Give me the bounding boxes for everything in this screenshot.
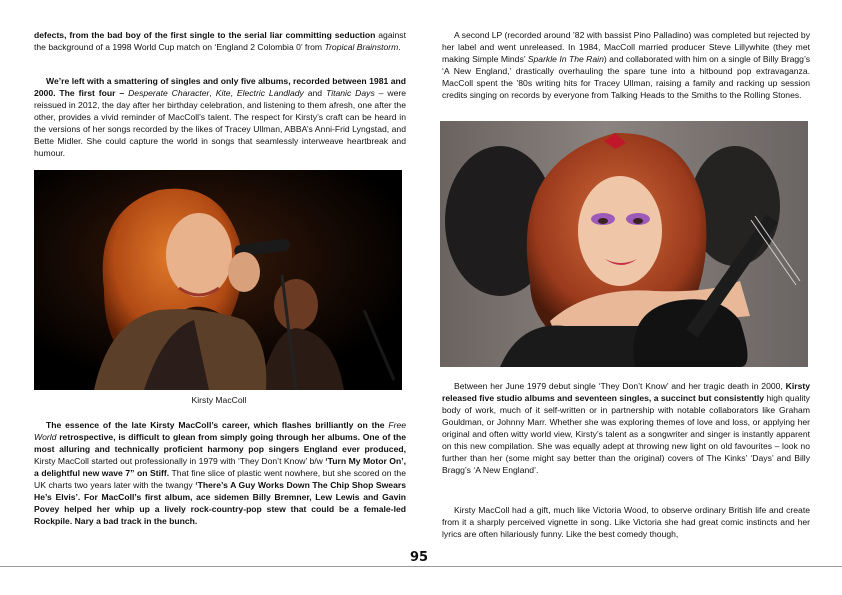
text-run: . <box>398 42 401 52</box>
page-number: 95 <box>409 550 429 565</box>
text-run: , <box>230 88 237 98</box>
text-run: against the background of a 1998 World Cup match on ‘England 2 Colombia 0’ from <box>34 30 406 52</box>
text-run: A second LP (recorded around ’82 with bassist Pino Palladino) was completed but rejected by her label and went unreleased. In 1984, MacColl married producer Steve Lillywhite (they met making Simple Minds’ <box>442 30 810 64</box>
album-title: Sparkle In The Rain <box>527 54 604 64</box>
right-paragraph-1 <box>442 29 810 101</box>
text-run: That fine slice of plastic went nowhere, but she scored on the UK charts two years later with the twangy <box>34 468 406 490</box>
left-paragraph-2 <box>34 75 406 159</box>
text-run: The essence of the late Kirsty MacColl’s career, which flashes brilliantly on the <box>46 420 389 430</box>
text-run: ‘Turn My Motor On’, a delightful new wave 7” on Stiff. <box>34 456 406 478</box>
text-run: – were reissued in 2012, the day after her birthday celebration, and listening to them afresh, one after the other, provides a vivid reminder of MacColl’s talent. The respect for Kirsty’s craft can be heard in the versions of her songs recorded by the likes of Tracey Ullman, ABBA’s Anni-Frid Lyngstad, and Bette Midler. She could capture the world in songs that seamlessly interweave heartbreak and humour. <box>34 88 406 158</box>
portrait-photo-illustration <box>440 121 808 367</box>
photo-kirsty-portrait-guitar <box>440 121 808 367</box>
text-run: defects, from the bad boy of the first single to the serial liar committing seduction <box>34 30 376 40</box>
text-run: , <box>209 88 216 98</box>
text-run: We’re left with a smattering of singles and only five albums, recorded between 1981 and 2000. The first four – <box>34 76 406 98</box>
text-run: retrospective, is difficult to glean from simply going through her albums. One of the most alluring and technically proficient harmony pop singers England ever produced, <box>34 432 406 454</box>
text-run: Kirsty released five studio albums and seventeen singles, a succinct but consistently <box>442 381 810 403</box>
album-title: Electric Landlady <box>236 88 304 98</box>
left-paragraph-1 <box>34 29 406 53</box>
album-title: Free World <box>34 420 406 442</box>
text-run: ) and collaborated with him on a single of Billy Bragg’s ‘A New England,’ drastically overhauling the spare tune into a hitbound pop extravaganza. MacColl spent the ’80s writing hits for Tracey Ullman, raising a family and racking up session credits singing on records by everyone from Talking Heads to the Smiths to the Rolling Stones. <box>442 54 810 100</box>
text-run: Between her June 1979 debut single ‘They Don’t Know’ and her tragic death in 2000, <box>454 381 786 391</box>
text-run: For MacColl’s first album, ace sidemen Billy Bremner, Lew Lewis and Gavin Povey helped her whip up a lively rock-country-pop stew that could be a female-led Rockpile. Nary a bad track in the bunch. <box>34 492 406 526</box>
text-run: Kirsty MacColl had a gift, much like Victoria Wood, to observe ordinary British life and create from it a sharply perceived vignette in song. Like Victoria she had great comic instincts and her lyrics are often hilariously funny. Like the best comedy though, <box>442 505 810 539</box>
footer-rule <box>0 566 842 567</box>
text-run: high quality body of work, much of it self-written or in partnership with notable collaborators like Graham Gouldman, or Johnny Marr. Whether she was exploring themes of love and loss, or applying her original and often witty world view, Kirsty’s talent as a songwriter and singer is instantly apparent on this new compilation. She was equally adept at throwing new light on old favourites – look no further than her (some might say better than the original) covers of The Kinks’ ‘Days’ and Billy Bragg’s ‘A New England’. <box>442 393 810 475</box>
right-paragraph-3 <box>442 504 810 540</box>
album-title: Desperate Character <box>128 88 210 98</box>
right-paragraph-2 <box>442 380 810 476</box>
photo-caption: Kirsty MacColl <box>191 395 247 405</box>
text-run: Kirsty MacColl started out professionally in 1979 with ‘They Don’t Know’ b/w <box>34 456 326 466</box>
text-run: and <box>303 88 327 98</box>
photo-kirsty-on-stage <box>34 170 402 390</box>
left-paragraph-3 <box>34 419 406 527</box>
album-title: Tropical Brainstorm <box>324 42 399 52</box>
stage-photo-illustration <box>34 170 402 390</box>
album-title: Titanic Days <box>326 88 375 98</box>
text-run: ‘There’s A Guy Works Down The Chip Shop Swears He’s Elvis’. <box>34 480 406 502</box>
album-title: Kite <box>215 88 231 98</box>
